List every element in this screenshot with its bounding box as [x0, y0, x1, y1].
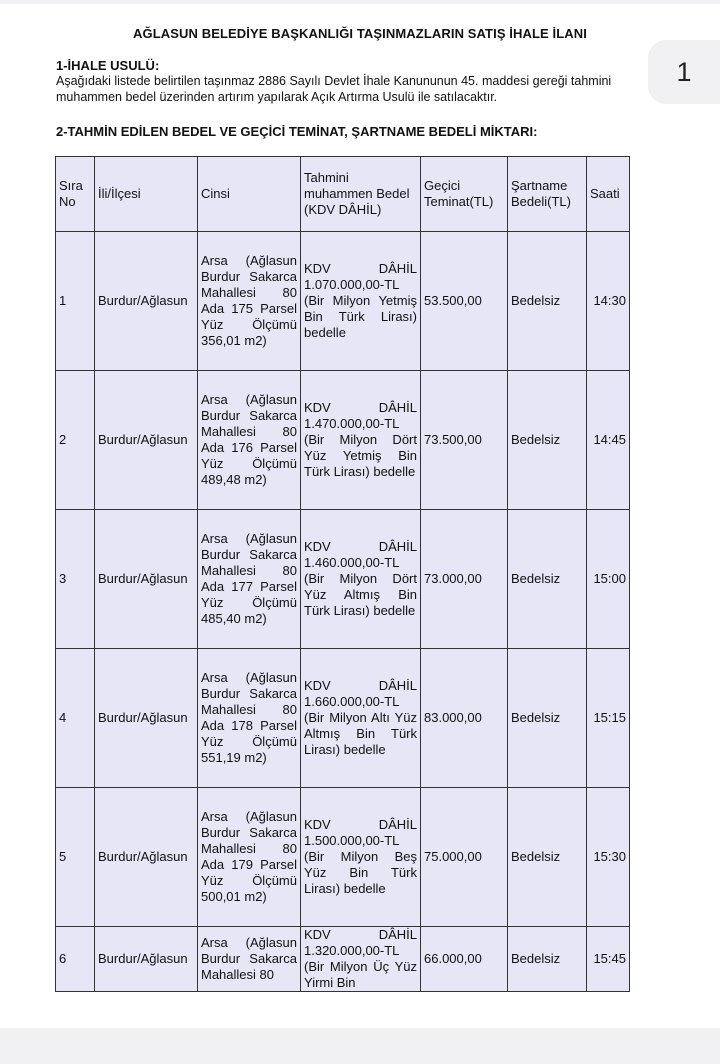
table-row [56, 510, 630, 649]
table-row [56, 788, 630, 927]
table-row [56, 927, 630, 992]
cell-il: Burdur/Ağlasun [95, 510, 198, 649]
table-header-row [56, 157, 630, 232]
page-number-badge: 1 [648, 40, 720, 104]
table-row [56, 232, 630, 371]
cell-bedel: KDV DÂHİL 1.500.000,00-TL (Bir Milyon Beş Yüz Bin Türk Lirası) bedelle [301, 788, 421, 927]
cell-bedel: KDV DÂHİL 1.660.000,00-TL (Bir Milyon Altı Yüz Altmış Bin Türk Lirası) bedelle [301, 649, 421, 788]
header-il: İli/İlçesi [95, 157, 198, 232]
cell-sira: 4 [56, 649, 95, 788]
header-saat: Saati [587, 157, 630, 232]
cell-saat: 15:30 [587, 788, 630, 927]
cell-teminat: 73.000,00 [421, 510, 508, 649]
header-teminat: Geçici Teminat(TL) [421, 157, 508, 232]
section1-text: Aşağıdaki listede belirtilen taşınmaz 2886 Sayılı Devlet İhale Kanununun 45. maddesi gereği tahmini muhammen bedel üzerinden artırım yapılarak Açık Artırma Usulü ile satılacaktır. [56, 74, 612, 104]
cell-il: Burdur/Ağlasun [95, 649, 198, 788]
cell-teminat: 66.000,00 [421, 927, 508, 992]
cell-sira: 1 [56, 232, 95, 371]
cell-sartname: Bedelsiz [508, 232, 587, 371]
cell-teminat: 73.500,00 [421, 371, 508, 510]
cell-bedel: KDV DÂHİL 1.070.000,00-TL (Bir Milyon Yetmiş Bin Türk Lirası) bedelle [301, 232, 421, 371]
cell-sartname: Bedelsiz [508, 927, 587, 992]
table-row [56, 371, 630, 510]
cell-cinsi: Arsa (Ağlasun Burdur Sakarca Mahallesi 80 Ada 177 Parsel Yüz Ölçümü 485,40 m2) [198, 510, 301, 649]
cell-teminat: 83.000,00 [421, 649, 508, 788]
cell-il: Burdur/Ağlasun [95, 232, 198, 371]
viewer-bottom-bar [0, 1028, 720, 1064]
cell-saat: 14:45 [587, 371, 630, 510]
cell-sira: 2 [56, 371, 95, 510]
header-sartname: Şartname Bedeli(TL) [508, 157, 587, 232]
cell-cinsi: Arsa (Ağlasun Burdur Sakarca Mahallesi 80 [198, 927, 301, 992]
cell-sartname: Bedelsiz [508, 649, 587, 788]
cell-sira: 3 [56, 510, 95, 649]
cell-cinsi: Arsa (Ağlasun Burdur Sakarca Mahallesi 80 Ada 176 Parsel Yüz Ölçümü 489,48 m2) [198, 371, 301, 510]
cell-cinsi: Arsa (Ağlasun Burdur Sakarca Mahallesi 80 Ada 178 Parsel Yüz Ölçümü 551,19 m2) [198, 649, 301, 788]
cell-sira: 5 [56, 788, 95, 927]
section2-heading: 2-TAHMİN EDİLEN BEDEL VE GEÇİCİ TEMİNAT, ŞARTNAME BEDELİ MİKTARI: [56, 124, 538, 139]
cell-teminat: 75.000,00 [421, 788, 508, 927]
cell-saat: 15:45 [587, 927, 630, 992]
cell-saat: 15:15 [587, 649, 630, 788]
cell-cinsi: Arsa (Ağlasun Burdur Sakarca Mahallesi 80 Ada 179 Parsel Yüz Ölçümü 500,01 m2) [198, 788, 301, 927]
cell-sartname: Bedelsiz [508, 371, 587, 510]
section1-heading: 1-İHALE USULÜ: [56, 58, 160, 73]
cell-cinsi: Arsa (Ağlasun Burdur Sakarca Mahallesi 80 Ada 175 Parsel Yüz Ölçümü 356,01 m2) [198, 232, 301, 371]
header-bedel: Tahmini muhammen Bedel (KDV DÂHİL) [301, 157, 421, 232]
auction-table [55, 156, 630, 992]
cell-saat: 14:30 [587, 232, 630, 371]
cell-sartname: Bedelsiz [508, 788, 587, 927]
document-title: AĞLASUN BELEDİYE BAŞKANLIĞI TAŞINMAZLARIN SATIŞ İHALE İLANI [133, 26, 587, 41]
cell-sira: 6 [56, 927, 95, 992]
cell-teminat: 53.500,00 [421, 232, 508, 371]
cell-il: Burdur/Ağlasun [95, 927, 198, 992]
cell-bedel: KDV DÂHİL 1.460.000,00-TL (Bir Milyon Dört Yüz Altmış Bin Türk Lirası) bedelle [301, 510, 421, 649]
cell-saat: 15:00 [587, 510, 630, 649]
table-row [56, 649, 630, 788]
cell-bedel: KDV DÂHİL 1.470.000,00-TL (Bir Milyon Dört Yüz Yetmiş Bin Türk Lirası) bedelle [301, 371, 421, 510]
header-cinsi: Cinsi [198, 157, 301, 232]
document-page [0, 4, 720, 1028]
header-sira: Sıra No [56, 157, 95, 232]
cell-bedel: KDV DÂHİL 1.320.000,00-TL (Bir Milyon Üç Yüz Yirmi Bin [301, 927, 421, 992]
cell-sartname: Bedelsiz [508, 510, 587, 649]
cell-il: Burdur/Ağlasun [95, 371, 198, 510]
cell-il: Burdur/Ağlasun [95, 788, 198, 927]
